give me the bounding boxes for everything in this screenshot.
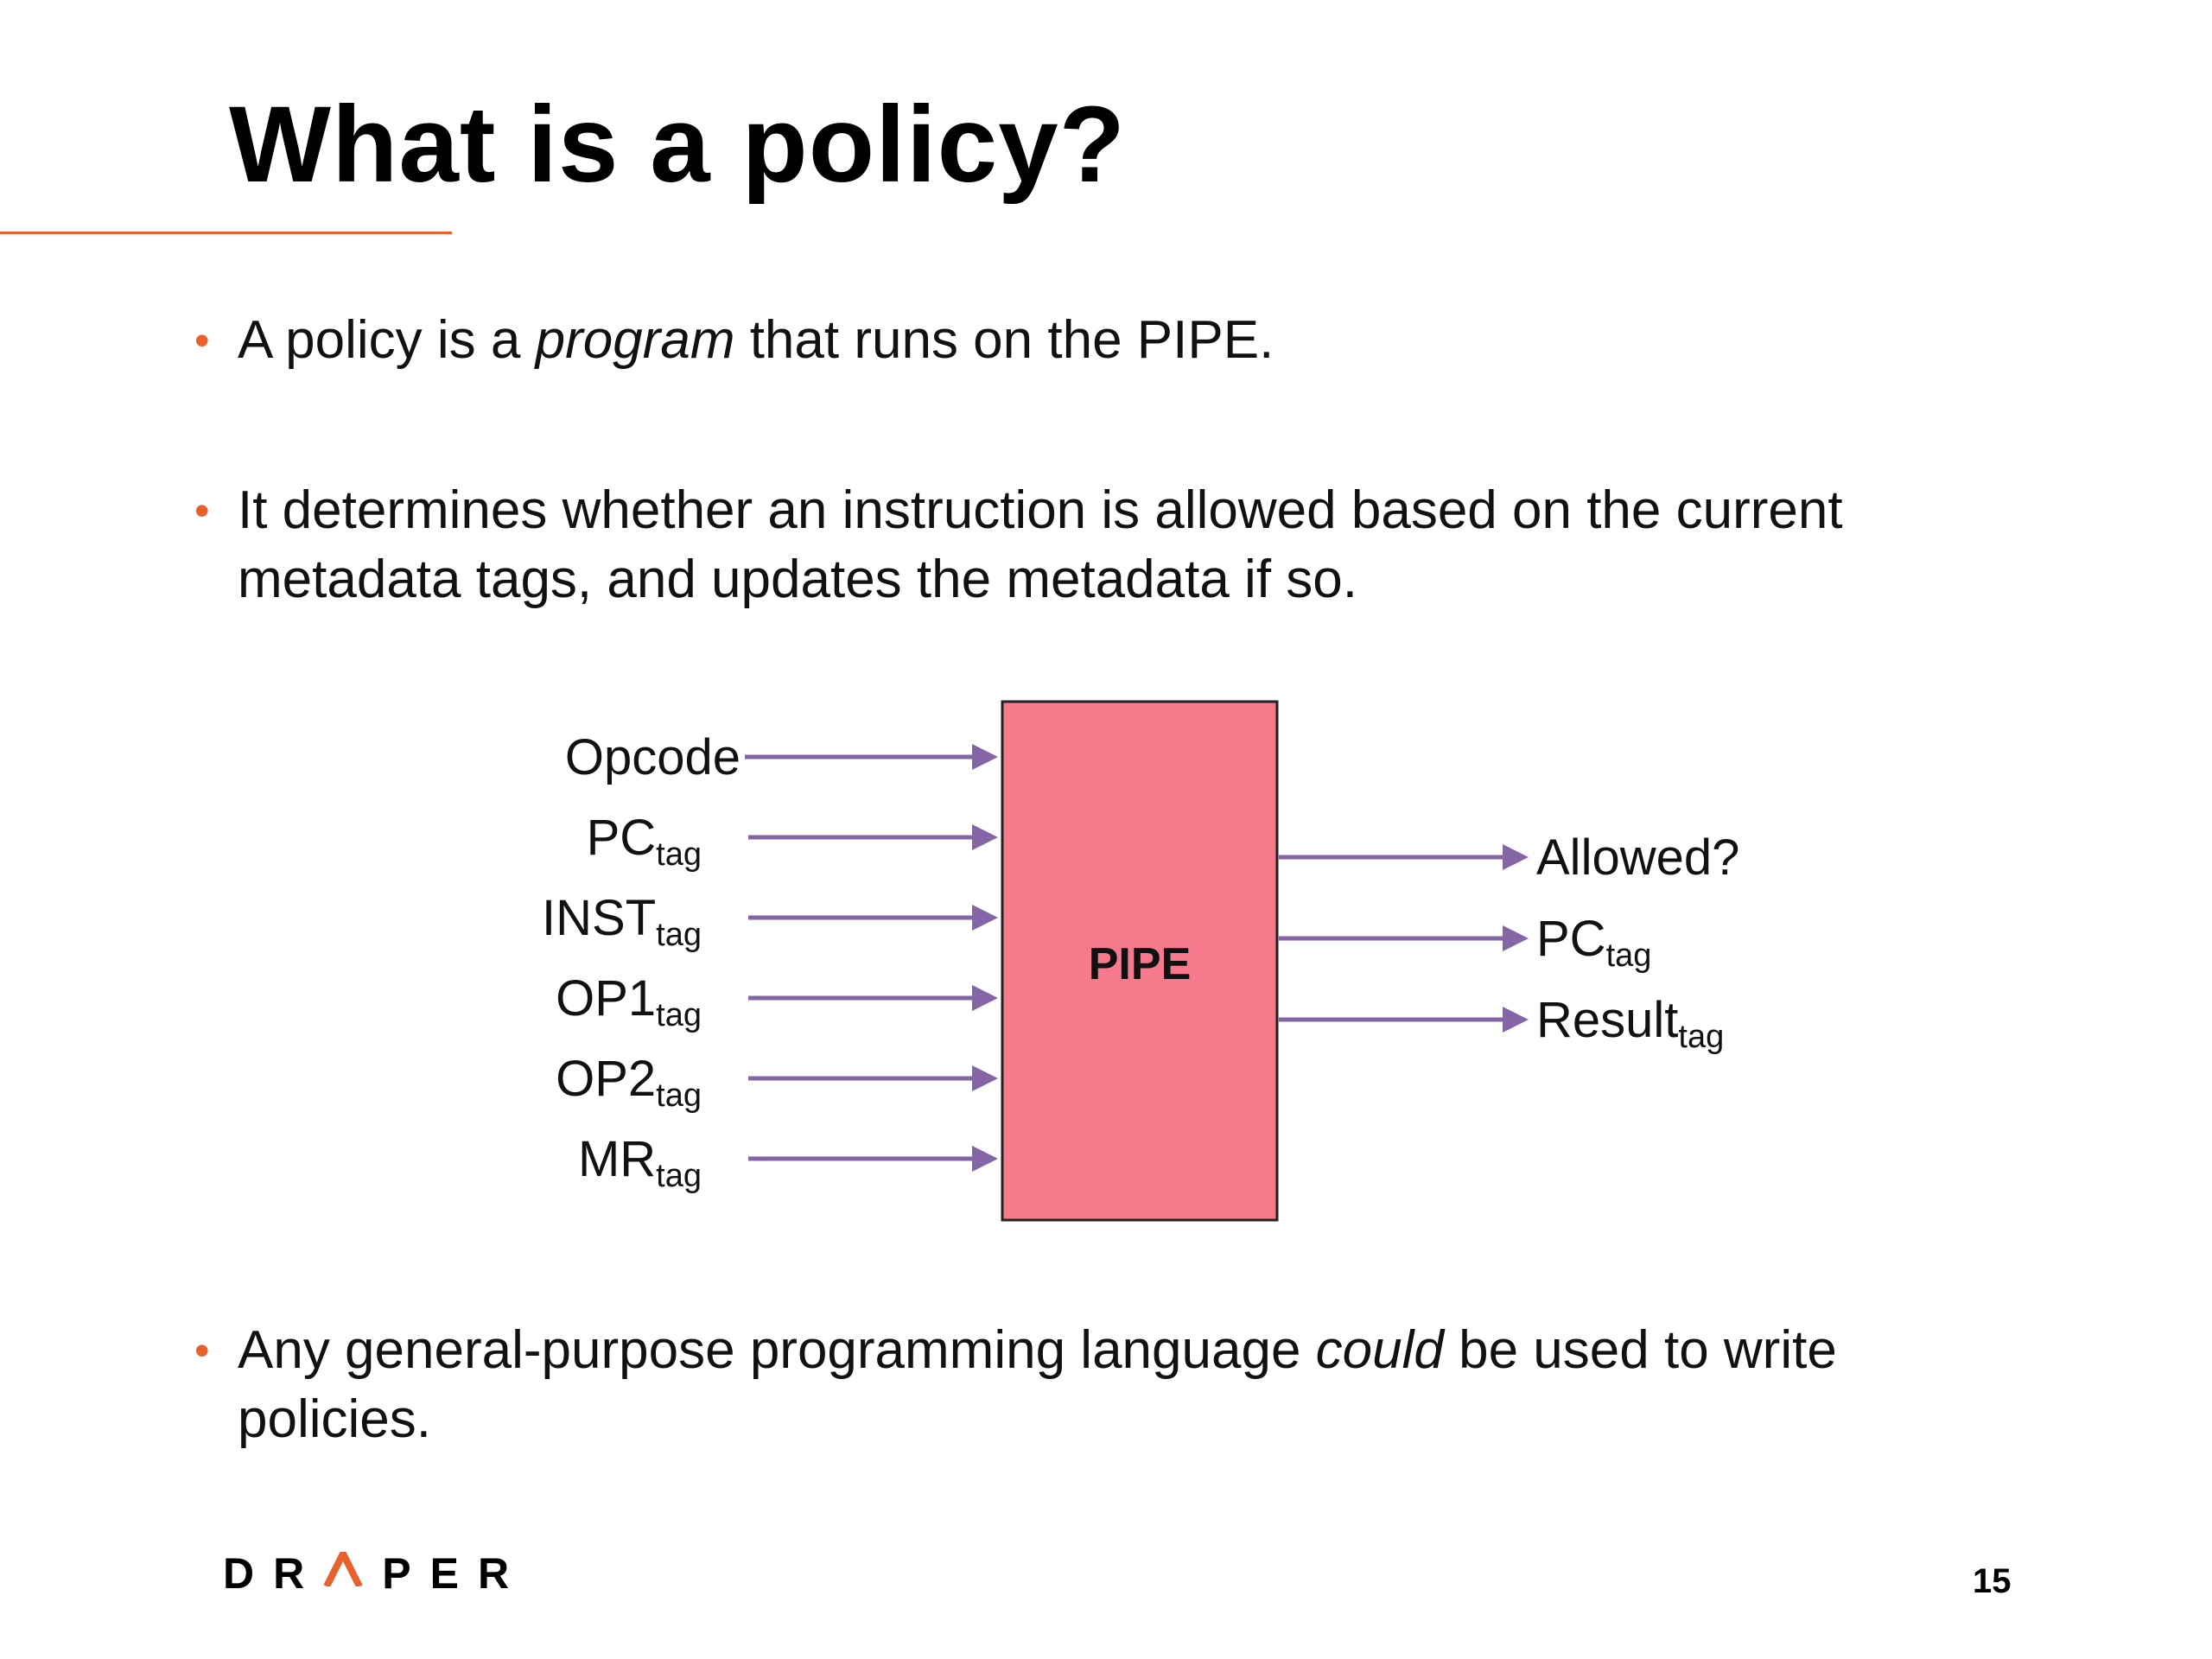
logo-letter: E [429, 1549, 478, 1598]
bullet-segment: be used to write policies. [238, 1320, 1837, 1449]
bullet-dot-icon: • [194, 1326, 210, 1375]
bullet-segment: It determines whether an instruction is allowed based on the current metadata tags, and updates the metadata if so. [238, 480, 1843, 609]
pipe-label: PIPE [1088, 939, 1192, 989]
draper-logo [223, 1549, 529, 1598]
bullet-dot-icon: • [194, 486, 210, 535]
emphasis-text: could [1315, 1320, 1444, 1380]
bullet-segment: Any general-purpose programming language [238, 1320, 1316, 1380]
slide-title: What is a policy? [229, 85, 1126, 205]
logo-letter: D [223, 1549, 274, 1598]
output-label: Result$_{tag}$ [1536, 992, 1725, 1055]
bullet-segment: A policy is a [238, 310, 536, 370]
input-label: $MR_{tag}$ [577, 1131, 702, 1194]
input-label: $PC_{tag}$ [586, 810, 702, 873]
outputs-group [1279, 830, 1739, 1055]
logo-letter: R [477, 1549, 529, 1598]
bullet-dot-icon: • [194, 316, 210, 365]
page-number: 15 [1973, 1562, 2012, 1600]
input-label: Opcode [564, 729, 741, 785]
output-label: $PC_{tag}$ [1536, 911, 1652, 974]
logo-letter [323, 1552, 363, 1586]
bullet-segment: that runs on the PIPE. [734, 310, 1274, 370]
logo-letter: R [273, 1549, 324, 1598]
input-label: $OP1_{tag}$ [556, 970, 702, 1033]
bullet-text [238, 1316, 2009, 1454]
output-label: Allowed? [1536, 830, 1740, 886]
emphasis-text: program [535, 310, 735, 370]
input-label: $INST_{tag}$ [542, 890, 702, 953]
inputs-group [542, 729, 994, 1194]
logo-letter: P [382, 1549, 430, 1598]
input-label: $OP2_{tag}$ [556, 1051, 702, 1114]
